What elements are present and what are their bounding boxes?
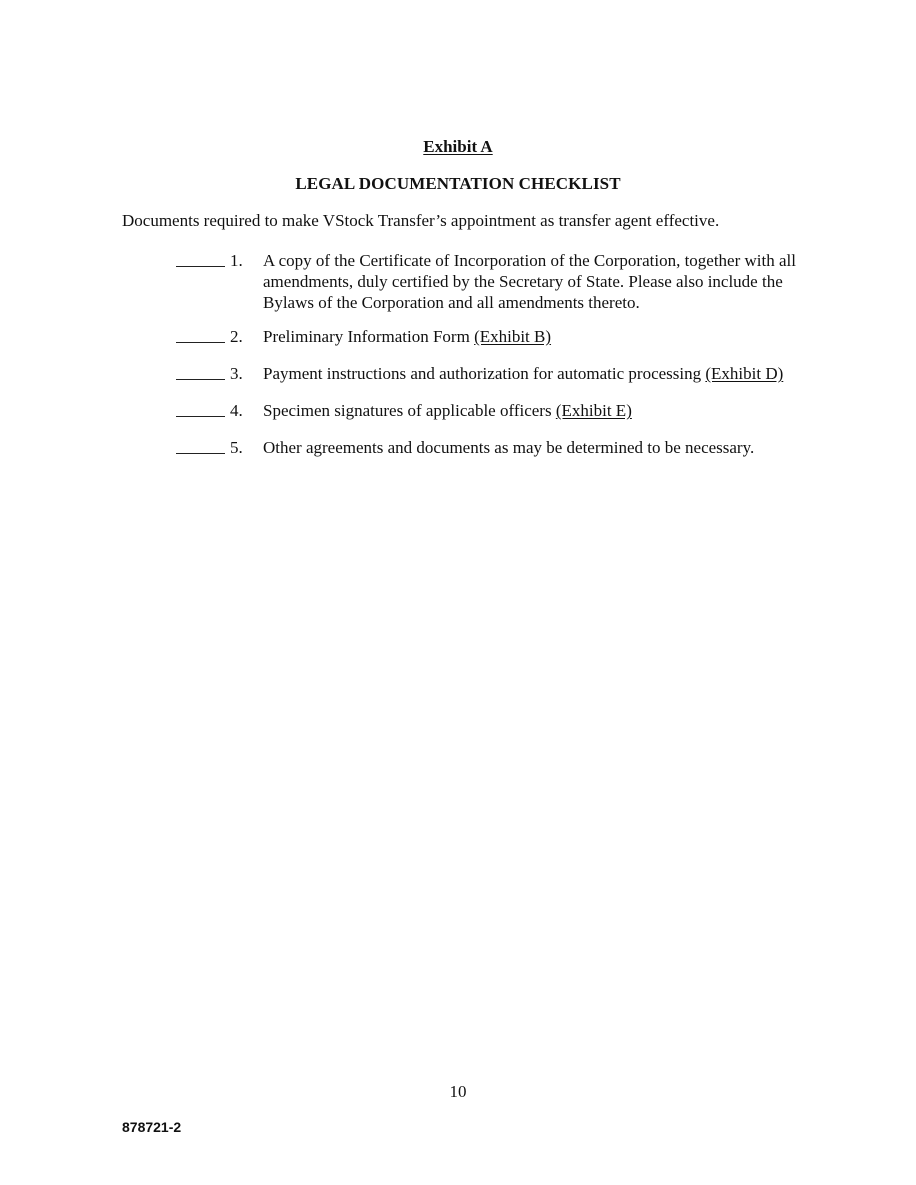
item-text	[263, 250, 803, 313]
exhibit-b-link[interactable]: (Exhibit B)	[474, 327, 552, 346]
item-description: Other agreements and documents as may be determined to be necessary.	[263, 438, 755, 457]
item-description: Specimen signatures of applicable officers	[263, 401, 556, 420]
item-number: 1.	[230, 251, 243, 270]
item-text	[263, 326, 803, 347]
exhibit-d-link[interactable]: (Exhibit D)	[705, 364, 784, 383]
item-number: 2.	[230, 327, 243, 346]
page-number: 10	[449, 1082, 467, 1101]
item-number: 4.	[230, 401, 243, 420]
exhibit-heading	[0, 137, 916, 157]
item-text	[263, 437, 803, 458]
checkbox-blank-line	[176, 342, 225, 343]
intro-paragraph: Documents required to make VStock Transfer’s appointment as transfer agent effective.	[122, 211, 720, 230]
exhibit-e-link[interactable]: (Exhibit E)	[555, 401, 632, 420]
item-number: 3.	[230, 364, 243, 383]
item-text	[263, 400, 803, 421]
checkbox-blank-line	[176, 416, 225, 417]
checklist-title: LEGAL DOCUMENTATION CHECKLIST	[295, 174, 621, 193]
item-description: Payment instructions and authorization for automatic processing	[263, 364, 706, 383]
item-number: 5.	[230, 438, 243, 457]
item-description: A copy of the Certificate of Incorporation of the Corporation, together with all amendments, duly certified by the Secretary of State. Please also include the Bylaws of the Corporation and all amendments thereto.	[263, 251, 796, 312]
item-description: Preliminary Information Form	[263, 327, 475, 346]
document-id: 878721-2	[122, 1119, 182, 1135]
item-text	[263, 363, 803, 384]
checkbox-blank-line	[176, 379, 225, 380]
checkbox-blank-line	[176, 266, 225, 267]
exhibit-label: Exhibit A	[423, 137, 493, 156]
checkbox-blank-line	[176, 453, 225, 454]
